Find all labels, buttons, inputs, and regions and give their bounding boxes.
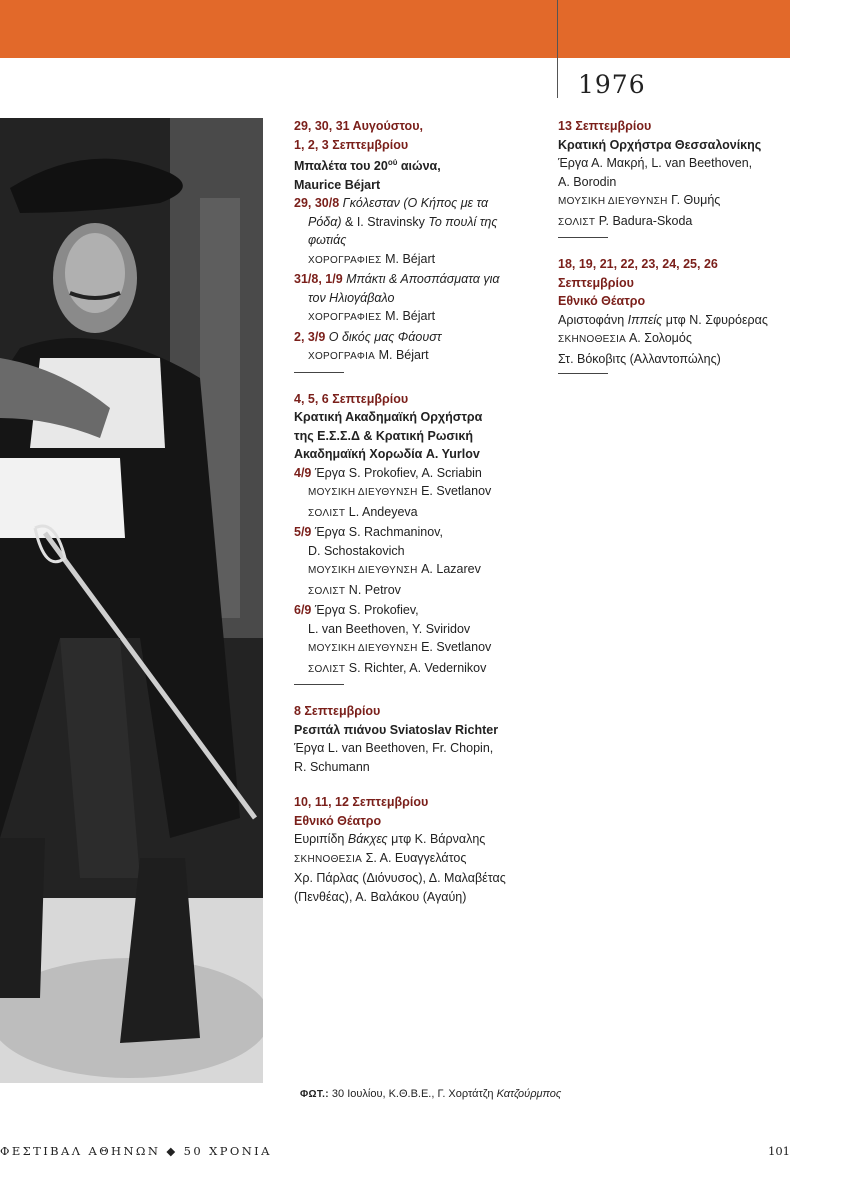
- program-line: A. Borodin: [558, 174, 617, 189]
- credit-line: ΜΟΥΣΙΚΗ ΔΙΕΥΘΥΝΣΗ Γ. Θυμής: [558, 193, 721, 207]
- page-number: 101: [768, 1144, 790, 1158]
- event-title: Μπαλέτα του $20^{oύ}$ αιώνα,: [294, 158, 441, 174]
- event-date: 13 Σεπτεμβρίου: [558, 119, 652, 133]
- event-title: Κρατική Ορχήστρα Θεσσαλονίκης: [558, 137, 762, 152]
- performance-photo: [0, 118, 263, 1083]
- program-column-right: [558, 117, 808, 391]
- header-divider: [557, 0, 558, 98]
- credit-line: ΣΚΗΝΟΘΕΣΙΑ Α. Σολομός: [558, 331, 692, 345]
- performance-line: 6/9 Έργα S. Prokofiev,: [294, 603, 419, 618]
- cast-line: Χρ. Πάρλας (Διόνυσος), Δ. Μαλαβέτας: [294, 871, 506, 886]
- event-date: 1, 2, 3 Σεπτεμβρίου: [294, 137, 409, 152]
- credit-line: ΣΟΛΙΣΤ P. Badura-Skoda: [558, 213, 693, 228]
- credit-line: ΣΟΛΙΣΤ L. Andeyeva: [308, 504, 418, 519]
- cast-line: (Πενθέας), Α. Βαλάκου (Αγαύη): [294, 889, 467, 904]
- event-date: 10, 11, 12 Σεπτεμβρίου: [294, 795, 429, 810]
- performance-line: φωτιάς: [308, 233, 347, 248]
- event-title: Ακαδημαϊκή Χορωδία A. Yurlov: [294, 447, 480, 462]
- event-knights: [558, 255, 808, 374]
- program-line: Αριστοφάνη Ιππείς μτφ Ν. Σφυρόερας: [558, 312, 768, 327]
- cast-line: Στ. Βόκοβιτς (Αλλαντοπώλης): [558, 351, 721, 366]
- event-bejart: [294, 117, 544, 373]
- performance-line: 31/8, 1/9 Μπάκτι & Αποσπάσματα για: [294, 272, 500, 287]
- performance-line: 4/9 Έργα S. Prokofiev, A. Scriabin: [294, 465, 482, 480]
- event-date: 18, 19, 21, 22, 23, 24, 25, 26: [558, 257, 718, 271]
- credit-line: ΜΟΥΣΙΚΗ ΔΙΕΥΘΥΝΣΗ A. Lazarev: [308, 562, 481, 577]
- event-venue: Εθνικό Θέατρο: [294, 813, 382, 828]
- event-bacchae: [294, 793, 544, 906]
- event-title: Κρατική Ακαδημαϊκή Ορχήστρα: [294, 410, 483, 425]
- photo-illustration: [0, 118, 263, 1083]
- event-title: Ρεσιτάλ πιάνου Sviatoslav Richter: [294, 722, 499, 737]
- event-date: 8 Σεπτεμβρίου: [294, 704, 381, 719]
- performance-line: D. Schostakovich: [308, 543, 405, 558]
- program-line: R. Schumann: [294, 759, 370, 774]
- event-date: 4, 5, 6 Σεπτεμβρίου: [294, 391, 409, 406]
- event-date: Σεπτεμβρίου: [558, 275, 634, 290]
- credit-line: ΧΟΡΟΓΡΑΦΙΑ M. Béjart: [308, 348, 429, 363]
- event-title: Maurice Béjart: [294, 177, 381, 192]
- event-thessaloniki-orchestra: [558, 117, 808, 238]
- credit-line: ΧΟΡΟΓΡΑΦΙΕΣ M. Béjart: [308, 309, 436, 324]
- performance-line: 2, 3/9 Ο δικός μας Φάουστ: [294, 329, 442, 344]
- credit-line: ΧΟΡΟΓΡΑΦΙΕΣ M. Béjart: [308, 251, 436, 266]
- credit-line: ΜΟΥΣΙΚΗ ΔΙΕΥΘΥΝΣΗ E. Svetlanov: [308, 484, 492, 499]
- program-line: Ευριπίδη Βάκχες μτφ Κ. Βάρναλης: [294, 832, 486, 847]
- performance-line: 5/9 Έργα S. Rachmaninov,: [294, 525, 443, 540]
- program-line: Έργα L. van Beethoven, Fr. Chopin,: [294, 741, 494, 756]
- credit-line: ΜΟΥΣΙΚΗ ΔΙΕΥΘΥΝΣΗ E. Svetlanov: [308, 640, 492, 655]
- photo-caption: ΦΩΤ.: 30 Ιουλίου, Κ.Θ.Β.Ε., Γ. Χορτάτζη Κατζούρμπος: [300, 1088, 562, 1100]
- footer-publication-title: ΦΕΣΤΙΒΑΛ ΑΘΗΝΩΝ ◆ 50 ΧΡΟΝΙΑ: [0, 1144, 272, 1158]
- performance-line: Ρόδα) & I. Stravinsky Το πουλί της: [308, 214, 498, 229]
- event-title: της Ε.Σ.Σ.Δ & Κρατική Ρωσική: [294, 428, 474, 443]
- credit-line: ΣΚΗΝΟΘΕΣΙΑ Σ. Α. Ευαγγελάτος: [294, 850, 467, 865]
- program-column-left: [294, 117, 544, 923]
- performance-line: L. van Beethoven, Y. Sviridov: [308, 621, 471, 636]
- performance-line: τον Ηλιογάβαλο: [308, 290, 395, 305]
- credit-line: ΣΟΛΙΣΤ S. Richter, A. Vedernikov: [308, 660, 487, 675]
- event-date: 29, 30, 31 Αυγούστου,: [294, 119, 423, 133]
- event-venue: Εθνικό Θέατρο: [558, 294, 646, 308]
- program-line: Έργα Α. Μακρή, L. van Beethoven,: [558, 156, 753, 170]
- event-richter-recital: [294, 702, 544, 776]
- event-ussr-orchestra: [294, 390, 544, 686]
- page-year: 1976: [578, 70, 646, 99]
- performance-line: 29, 30/8 Γκόλεσταν (Ο Κήπος με τα: [294, 196, 489, 211]
- credit-line: ΣΟΛΙΣΤ N. Petrov: [308, 582, 401, 597]
- header-color-bar: [0, 0, 790, 58]
